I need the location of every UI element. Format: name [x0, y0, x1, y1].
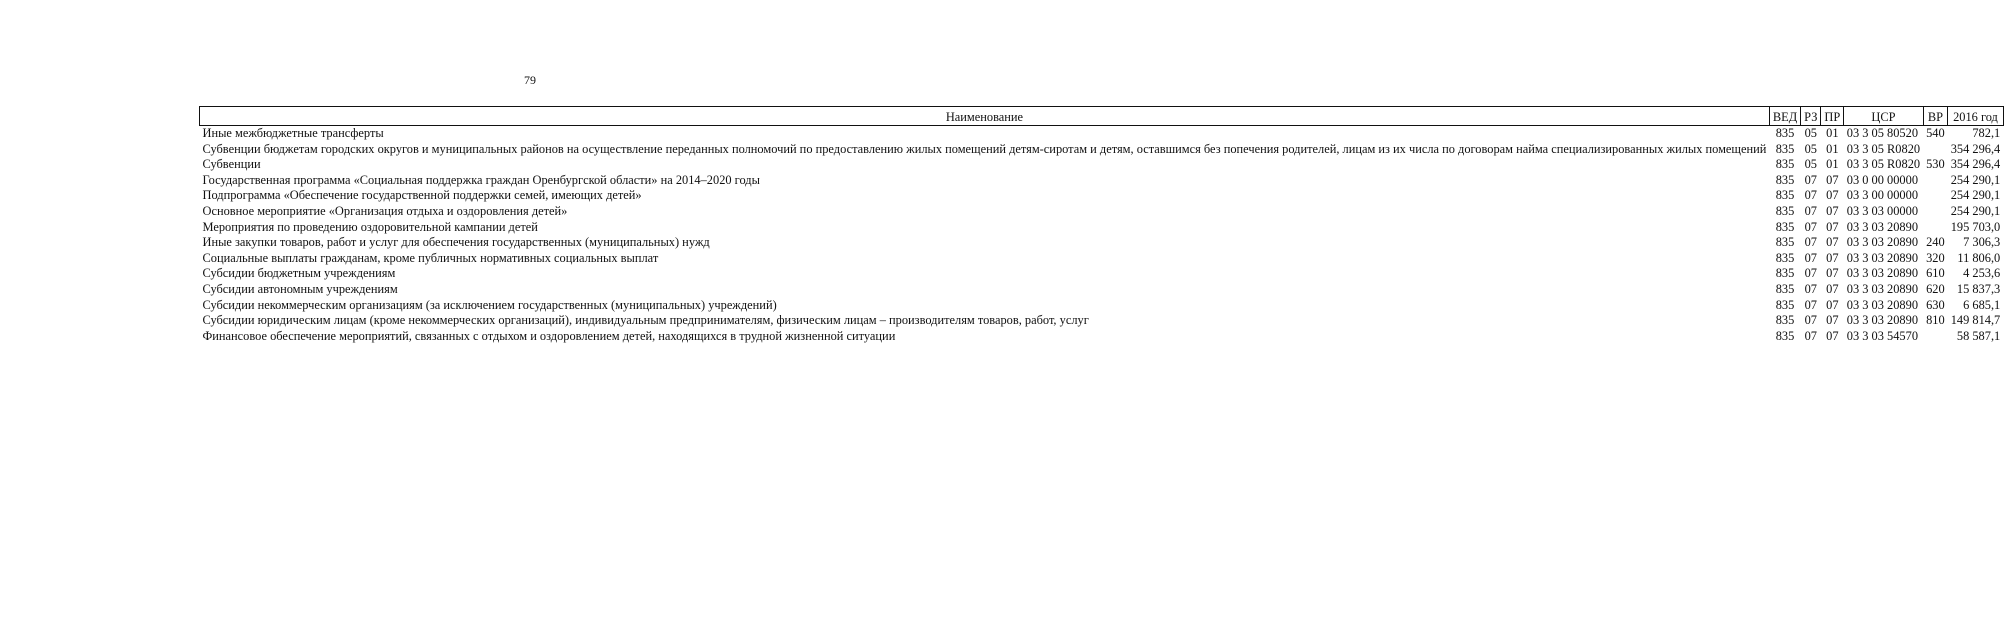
table-row: [200, 157, 2004, 173]
cell-amount: 254 290,1: [1950, 203, 2001, 218]
cell-name: Государственная программа «Социальная поддержка граждан Оренбургской области» на 2014–2020 годы: [202, 172, 760, 187]
cell-ved: 835: [1775, 297, 1795, 312]
cell-name: Иные межбюджетные трансферты: [202, 126, 384, 140]
cell-amount: 6 685,1: [1963, 297, 2001, 312]
cell-csr: 03 3 03 20890: [1846, 313, 1919, 328]
cell-vr: [1923, 204, 1948, 220]
cell-vr: [1923, 173, 1948, 189]
cell-amount: 195 703,0: [1950, 219, 2001, 234]
header-pr: ПР: [1821, 107, 1844, 126]
cell-csr: 03 3 03 20890: [1846, 250, 1919, 265]
cell-name: Субсидии бюджетным учреждениям: [202, 266, 396, 281]
cell-name: Мероприятия по проведению оздоровительной кампании детей: [202, 219, 538, 234]
cell-amount: 7 306,3: [1963, 235, 2001, 250]
cell-pr: 07: [1826, 266, 1839, 281]
header-csr: ЦСР: [1844, 107, 1923, 126]
cell-amount: 11 806,0: [1957, 250, 2001, 265]
cell-pr: 07: [1826, 281, 1839, 296]
table-row: [200, 188, 2004, 204]
cell-pr: 07: [1826, 219, 1839, 234]
cell-vr: [1923, 329, 1948, 345]
cell-amount: 254 290,1: [1950, 188, 2001, 203]
cell-rz: 05: [1804, 157, 1817, 172]
cell-rz: 07: [1804, 250, 1817, 265]
cell-csr: 03 0 00 00000: [1846, 172, 1919, 187]
cell-ved: 835: [1775, 219, 1795, 234]
cell-ved: 835: [1775, 250, 1795, 265]
header-name: Наименование: [200, 107, 1770, 126]
cell-csr: 03 3 03 20890: [1846, 297, 1919, 312]
table-row: [200, 329, 2004, 345]
cell-rz: 07: [1804, 313, 1817, 328]
cell-rz: 05: [1804, 126, 1817, 140]
table-row: [200, 313, 2004, 329]
cell-csr: 03 3 00 00000: [1846, 188, 1919, 203]
table-row: [200, 235, 2004, 251]
cell-vr: [1923, 220, 1948, 236]
cell-vr: 620: [1926, 281, 1945, 296]
cell-pr: 07: [1826, 328, 1839, 343]
cell-ved: 835: [1775, 266, 1795, 281]
cell-vr: 540: [1926, 126, 1945, 140]
cell-rz: 07: [1804, 203, 1817, 218]
table-row: [200, 298, 2004, 314]
cell-rz: 07: [1804, 328, 1817, 343]
cell-name: Социальные выплаты гражданам, кроме публичных нормативных социальных выплат: [202, 250, 659, 265]
cell-pr: 01: [1826, 126, 1839, 140]
table-row: [200, 282, 2004, 298]
cell-pr: 07: [1826, 188, 1839, 203]
cell-pr: 07: [1826, 250, 1839, 265]
cell-csr: 03 3 03 00000: [1846, 203, 1919, 218]
cell-csr: 03 3 03 54570: [1846, 328, 1919, 343]
cell-amount: 4 253,6: [1963, 266, 2001, 281]
cell-rz: 07: [1804, 235, 1817, 250]
cell-ved: 835: [1775, 126, 1795, 140]
page-number: 79: [524, 73, 536, 87]
cell-rz: 07: [1804, 297, 1817, 312]
cell-csr: 03 3 05 R0820: [1846, 141, 1921, 156]
cell-pr: 07: [1826, 297, 1839, 312]
cell-ved: 835: [1775, 235, 1795, 250]
cell-vr: 320: [1926, 250, 1945, 265]
cell-ved: 835: [1775, 328, 1795, 343]
cell-rz: 07: [1804, 188, 1817, 203]
cell-ved: 835: [1775, 172, 1795, 187]
cell-amount: 354 296,4: [1950, 157, 2001, 172]
cell-vr: 240: [1926, 235, 1945, 250]
table-row: [200, 126, 2004, 142]
cell-name: Субвенции: [202, 157, 261, 172]
cell-ved: 835: [1775, 188, 1795, 203]
cell-pr: 01: [1826, 141, 1839, 156]
cell-amount: 15 837,3: [1956, 281, 2001, 296]
cell-rz: 07: [1804, 172, 1817, 187]
table-header-row: [200, 107, 2004, 126]
cell-pr: 07: [1826, 313, 1839, 328]
cell-name: Субвенции бюджетам городских округов и муниципальных районов на осуществление переданных полномочий по предоставлению жилых помещений детям-сиротам и детям, оставшимся без попечения родителей, лицам из их числа по договорам найма специализированных жилых помещений: [202, 141, 1767, 156]
cell-name: Субсидии некоммерческим организациям (за исключением государственных (муниципальных) учреждений): [202, 297, 777, 312]
header-rz: РЗ: [1801, 107, 1821, 126]
cell-rz: 07: [1804, 281, 1817, 296]
header-vr: ВР: [1923, 107, 1948, 126]
cell-amount: 58 587,1: [1956, 328, 2001, 343]
cell-vr: [1923, 142, 1948, 158]
cell-ved: 835: [1775, 203, 1795, 218]
cell-rz: 07: [1804, 219, 1817, 234]
table-row: [200, 266, 2004, 282]
cell-vr: 530: [1926, 157, 1945, 172]
cell-ved: 835: [1775, 141, 1795, 156]
cell-name: Субсидии юридическим лицам (кроме некоммерческих организаций), индивидуальным предпринимателям, физическим лицам – производителям товаров, работ, услуг: [202, 313, 1089, 328]
cell-csr: 03 3 03 20890: [1846, 235, 1919, 250]
cell-ved: 835: [1775, 157, 1795, 172]
budget-table: [199, 106, 2004, 344]
cell-pr: 07: [1826, 203, 1839, 218]
cell-pr: 07: [1826, 235, 1839, 250]
cell-vr: 630: [1926, 297, 1945, 312]
header-amount: 2016 год: [1948, 107, 2004, 126]
cell-name: Подпрограмма «Обеспечение государственной поддержки семей, имеющих детей»: [202, 188, 642, 203]
table-row: [200, 204, 2004, 220]
cell-name: Субсидии автономным учреждениям: [202, 281, 398, 296]
cell-name: Иные закупки товаров, работ и услуг для обеспечения государственных (муниципальных) нужд: [202, 235, 710, 250]
cell-pr: 01: [1826, 157, 1839, 172]
cell-csr: 03 3 03 20890: [1846, 266, 1919, 281]
cell-vr: [1923, 188, 1948, 204]
cell-vr: 610: [1926, 266, 1945, 281]
cell-amount: 149 814,7: [1950, 313, 2001, 328]
header-ved: ВЕД: [1769, 107, 1800, 126]
table-row: [200, 220, 2004, 236]
cell-amount: 354 296,4: [1950, 141, 2001, 156]
table-row: [200, 251, 2004, 267]
table-row: [200, 173, 2004, 189]
cell-pr: 07: [1826, 172, 1839, 187]
cell-ved: 835: [1775, 313, 1795, 328]
cell-vr: 810: [1926, 313, 1945, 328]
cell-name: Основное мероприятие «Организация отдыха и оздоровления детей»: [202, 203, 568, 218]
cell-amount: 254 290,1: [1950, 172, 2001, 187]
cell-csr: 03 3 05 R0820: [1846, 157, 1921, 172]
cell-rz: 05: [1804, 141, 1817, 156]
cell-rz: 07: [1804, 266, 1817, 281]
table-row: [200, 142, 2004, 158]
table-body: [200, 126, 2004, 345]
cell-csr: 03 3 05 80520: [1846, 126, 1919, 140]
cell-csr: 03 3 03 20890: [1846, 281, 1919, 296]
cell-name: Финансовое обеспечение мероприятий, связанных с отдыхом и оздоровлением детей, находящихся в трудной жизненной ситуации: [202, 328, 896, 343]
cell-csr: 03 3 03 20890: [1846, 219, 1919, 234]
cell-ved: 835: [1775, 281, 1795, 296]
cell-amount: 782,1: [1972, 126, 2001, 140]
